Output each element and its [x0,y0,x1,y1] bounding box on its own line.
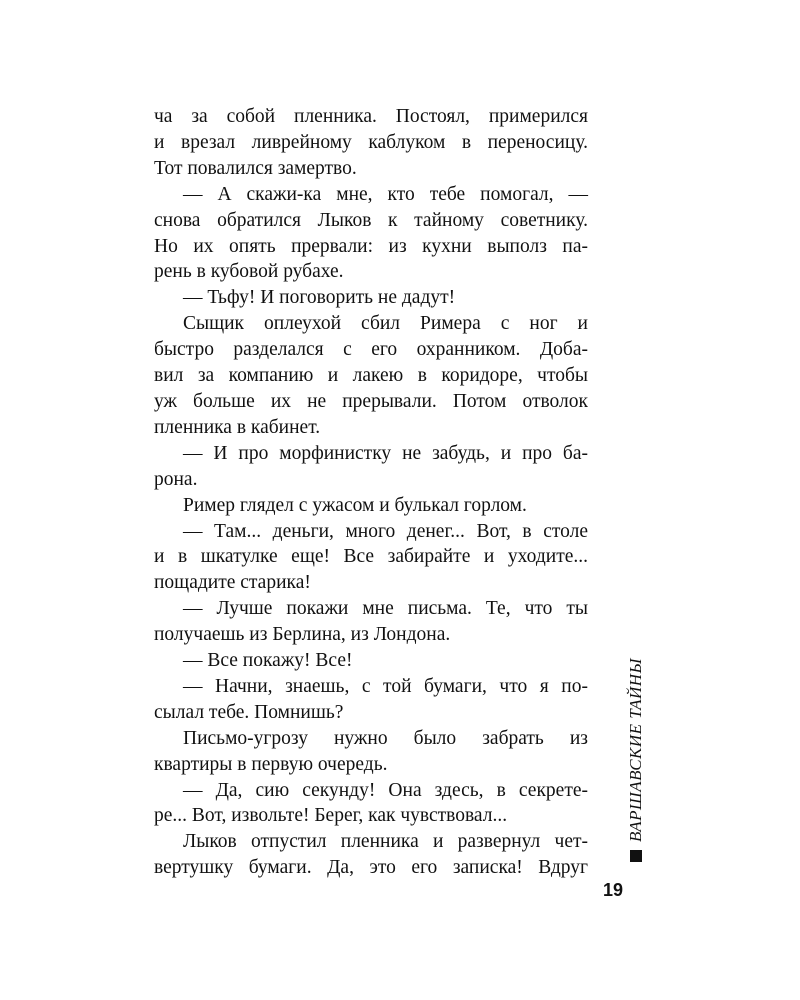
text-line: ча за собой пленника. Постоял, примерился [154,106,588,127]
text-line: и врезал ливрейному каблуком в переносицу. [154,131,588,153]
text-line: рень в кубовой рубахе. [154,261,344,283]
text-line: Сыщик оплеухой сбил Римера с ног и [183,313,588,335]
running-head-title: ВАРШАВСКИЕ ТАЙНЫ [626,658,645,842]
text-line: Лыков отпустил пленника и развернул чет- [183,831,588,853]
text-line: и в шкатулке еще! Все забирайте и уходите... [154,546,588,568]
text-line: — Лучше покажи мне письма. Те, что ты [183,598,588,620]
text-line: снова обратился Лыков к тайному советнику. [154,209,588,231]
text-line: пощадите старика! [154,572,311,594]
text-line: — И про морфинистку не забудь, и про ба- [183,442,588,464]
text-line: вил за компанию и лакею в коридоре, чтобы [154,365,588,387]
text-line: Ример глядел с ужасом и булькал горлом. [183,494,527,516]
text-line: — Тьфу! И поговорить не дадут! [183,287,456,309]
page-number: 19 [603,880,624,900]
text-line: Письмо-угрозу нужно было забрать из [183,727,588,749]
text-line: рона. [154,468,198,490]
running-head [626,658,646,862]
text-line: — Начни, знаешь, с той бумаги, что я по- [183,675,588,697]
text-line: квартиры в первую очередь. [154,753,388,775]
text-line: пленника в кабинет. [154,416,321,438]
text-line: сылал тебе. Помнишь? [154,701,344,723]
text-line: — Да, сию секунду! Она здесь, в секрете- [183,779,588,801]
text-line: — А скажи-ка мне, кто тебе помогал, — [183,183,588,205]
text-line: Тот повалился замертво. [154,157,357,179]
text-line: вертушку бумаги. Да, это его записка! Вдруг [154,857,588,879]
body-text [154,104,588,881]
square-bullet-icon [630,850,642,862]
text-line: Но их опять прервали: из кухни выполз па- [154,235,588,257]
text-line: ре... Вот, извольте! Берег, как чувствовал... [154,805,508,827]
text-line: получаешь из Берлина, из Лондона. [154,624,451,646]
text-line: уж больше их не прерывали. Потом отволок [154,390,588,412]
text-line: — Все покажу! Все! [183,650,353,672]
text-line: — Там... деньги, много денег... Вот, в столе [183,520,588,542]
text-line: быстро разделался с его охранником. Доба- [154,339,588,361]
